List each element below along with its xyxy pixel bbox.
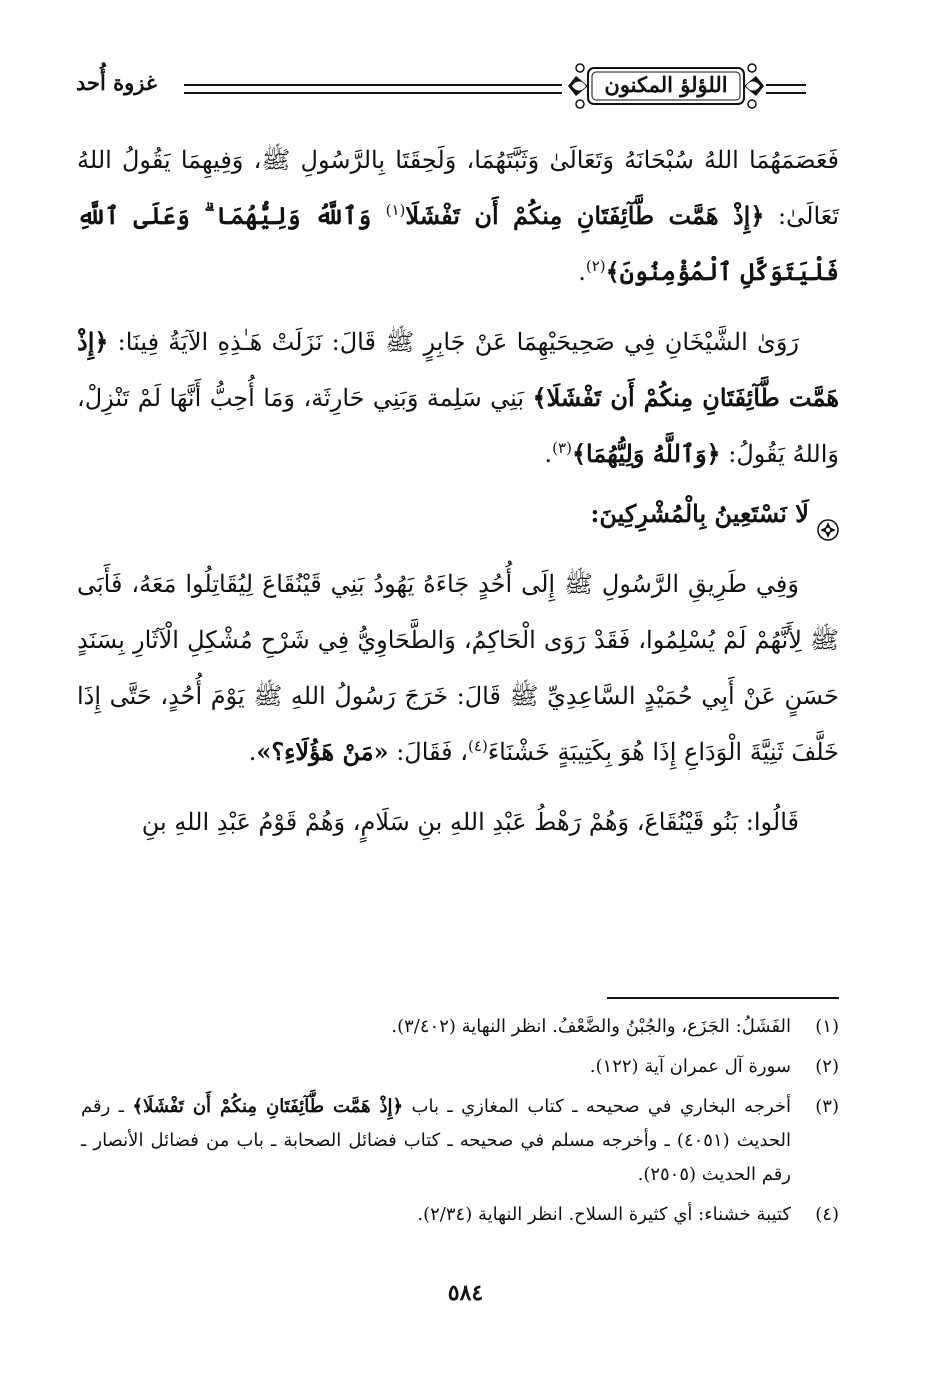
running-header [76,56,838,120]
paragraph-text: رَوَىٰ الشَّيْخَانِ فِي صَحِيحَيْهِمَا عَنْ جَابِرٍ ﷺ قَالَ: نَزَلَتْ هَـٰذِهِ الآيَةُ فِينَا: [108,328,799,356]
book-title: اللؤلؤ المكنون [604,72,728,97]
paragraph-1 [77,132,839,300]
flower-bullet-icon [817,505,839,527]
footnote-text: الفَشَلُ: الجَزَع، والجُبْنُ والضَّعْفُ. انظر النهاية (٣/٤٠٢). [391,1016,791,1037]
paragraph-text: ، فَقَالَ: [388,738,469,766]
header-rule-left [184,84,562,94]
footnote-separator [607,997,839,999]
footnote-number: (٣) [815,1096,839,1117]
footnote-text: ـ رقم الحديث (٤٠٥١) ـ وأخرجه مسلم في صحيحه ـ كتاب فضائل الصحابة ـ باب من فضائل الأنصار ـ رقم الحديث (٢٥٠٥). [81,1096,791,1185]
footnote-number: (٢) [815,1056,839,1077]
hadith-quote: «مَنْ هَؤُلَاءِ؟» [256,737,389,766]
footnote-2 [81,1050,839,1084]
section-heading-text: لَا نَسْتَعِينُ بِالْمُشْرِكِينَ: [590,499,809,528]
footnote-ref-1: (١) [385,201,406,219]
footnote-ref-4: (٤) [468,737,488,755]
header-rule-right [766,84,806,94]
footnote-4 [81,1198,839,1232]
quran-verse: وَٱللَّهُ وَلِيُّهُمَا ۗ وَعَلَى ٱللَّهِ فَلْيَتَوَكَّلِ ٱلْمُؤْمِنُونَ﴾ [77,201,839,286]
paragraph-text: فَعَصَمَهُمَا اللهُ سُبْحَانَهُ وَتَعَالَىٰ وَثَبَّتَهُمَا، وَلَحِقَتَا بِالرَّسُولِ ﷺ، وَفِيهِمَا يَقُولُ اللهُ تَعَالَىٰ: [77,146,840,230]
footnote-number: (٤) [815,1204,839,1225]
paragraph-end: . [544,440,553,468]
paragraph-end: . [578,258,586,286]
footnotes [81,1010,839,1238]
paragraph-end: . [248,738,257,766]
paragraph-4: قَالُوا: بَنُو قَيْنُقَاعَ، وَهُمْ رَهْطُ عَبْدِ اللهِ بنِ سَلَامٍ، وَهُمْ قَوْمُ عَبْدِ اللهِ بنِ [141,808,799,836]
paragraph-text: بَنِي سَلِمة وَبَنِي حَارِثَة، وَمَا أُحِبُّ أَنَّهَا لَمْ تَنْزِلْ، وَاللهُ يَقُولُ: [77,384,839,468]
footnote-1 [81,1010,839,1044]
main-text [77,132,839,850]
footnote-text: أخرجه البخاري في صحيحه ـ كتاب المغازي ـ باب [403,1096,792,1117]
footnote-text: سورة آل عمران آية (١٢٢). [589,1056,791,1077]
quran-verse: ﴿إِذْ هَمَّت طَّآئِفَتَانِ مِنكُمْ أَن تَفْشَلَا﴾ [132,1096,404,1117]
paragraph-2 [77,314,839,482]
quran-verse: ﴿إِذْ هَمَّت طَّآئِفَتَانِ مِنكُمْ أَن تَفْشَلَا [405,201,765,230]
footnote-ref-3: (٣) [552,439,572,457]
page-number: ٥٨٤ [447,1280,484,1306]
footnote-ref-2: (٢) [585,257,606,275]
chapter-title: غزوة أُحد [76,70,157,95]
footnote-text: كتيبة خشناء: أي كثيرة السلاح. انظر النهاية (٢/٣٤). [417,1204,791,1225]
footnote-3 [81,1090,839,1192]
quran-verse: ﴿وَٱللَّهُ وَلِيُّهُمَا﴾ [571,439,721,468]
section-heading [77,486,839,542]
footnote-number: (١) [815,1016,839,1037]
book-title-cartouche [566,60,766,112]
paragraph-text: وَفِي طَرِيقِ الرَّسُولِ ﷺ إِلَى أُحُدٍ جَاءَهُ يَهُودُ بَنِي قَيْنُقَاعَ لِيُقَاتِلُوا مَعَهُ، فَأَبَى ﷺ لِأَنَّهُمْ لَمْ يُسْلِمُوا، فَقَدْ رَوَى الْحَاكِمُ، وَالطَّحَاوِيُّ فِي شَرْحِ مُشْكِلِ الْآثَارِ بِسَنَدٍ حَسَنٍ عَنْ أَبِي حُمَيْدٍ السَّاعِدِيِّ ﷺ قَالَ: خَرَجَ رَسُولُ اللهِ ﷺ يَوْمَ أُحُدٍ، حَتَّى إِذَا خَلَّفَ ثَنِيَّةَ الْوَدَاعِ إِذَا هُوَ بِكَتِيبَةٍ خَشْنَاءَ [77,570,839,766]
paragraph-3 [77,556,839,780]
quran-verse: ﴿إِذْ هَمَّت طَّآئِفَتَانِ مِنكُمْ أَن تَفْشَلَا﴾ [77,327,839,412]
